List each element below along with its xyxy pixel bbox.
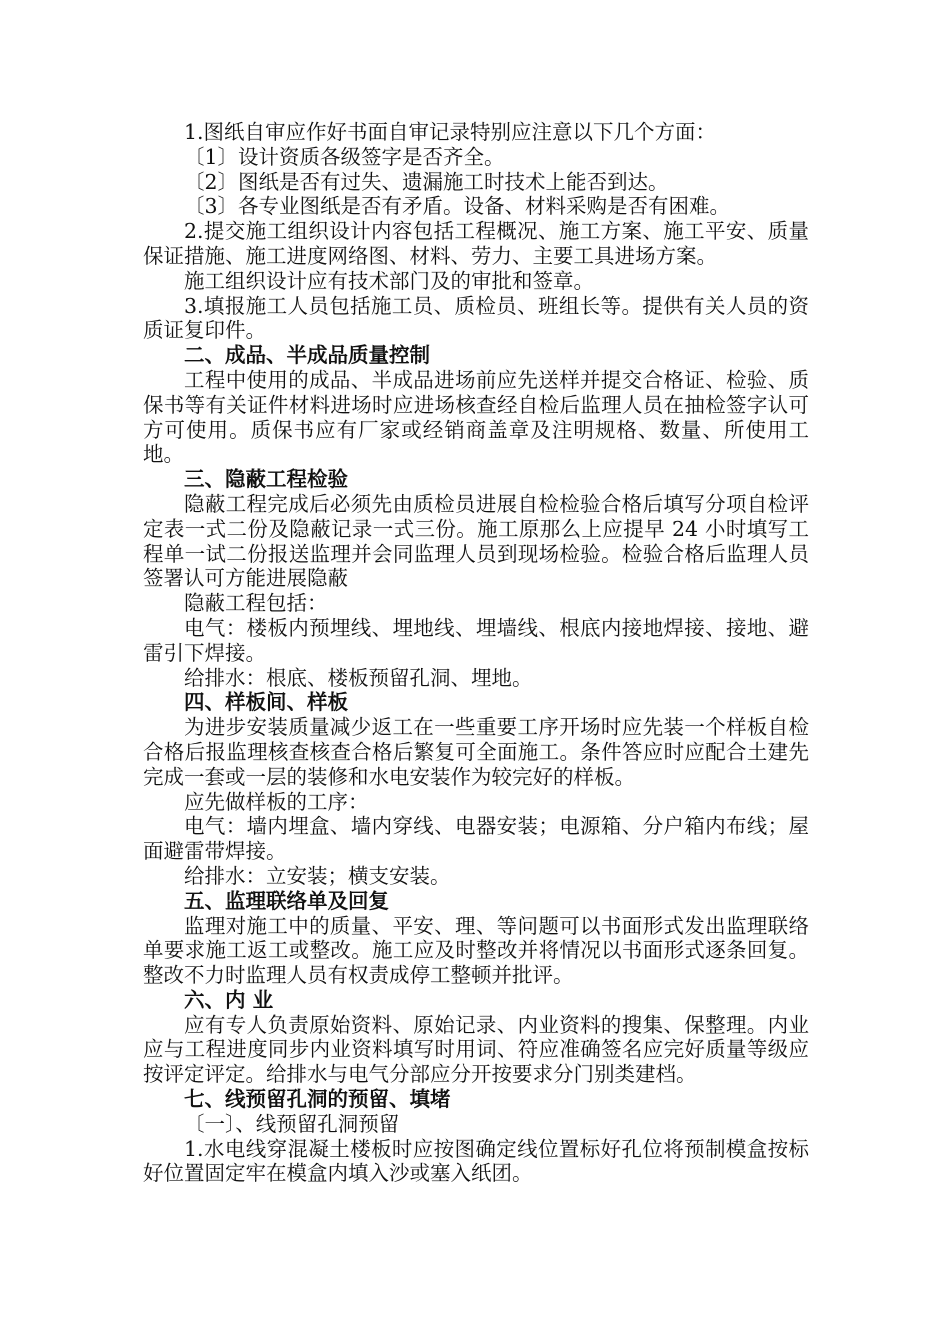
paragraph: 电气：楼板内预埋线、埋地线、埋墙线、根底内接地焊接、接地、避雷引下焊接。 [143,615,809,665]
paragraph: 应有专人负责原始资料、原始记录、内业资料的搜集、保整理。内业应与工程进度同步内业资料填写时用词、符应准确签名应完好质量等级应按评定评定。给排水与电气分部应分开按要求分门别类建档。 [143,1012,809,1087]
paragraph: 隐蔽工程包括： [184,591,328,616]
section-heading: 六、内 业 [184,987,274,1012]
paragraph: 1.图纸自审应作好书面自审记录特别应注意以下几个方面： [184,120,717,144]
paragraph: 工程中使用的成品、半成品进场前应先送样并提交合格证、检验、质保书等有关证件材料进场时应进场核查经自检后监理人员在抽检签字认可方可使用。质保书应有厂家或经销商盖章及注明规格、数量、所使用工地。 [143,367,809,467]
paragraph: 〔3〕各专业图纸是否有矛盾。设备、材料采购是否有困难。 [184,194,731,219]
section-heading: 七、线预留孔洞的预留、填堵 [184,1087,451,1112]
paragraph: 施工组织设计应有技术部门及的审批和签章。 [184,268,594,293]
paragraph: 给排水：根底、楼板预留孔洞、埋地。 [184,665,533,690]
paragraph: 应先做样板的工序： [184,789,369,814]
section-heading: 四、样板间、样板 [184,690,348,715]
paragraph: 隐蔽工程完成后必须先由质检员进展自检检验合格后填写分项自检评定表一式二份及隐蔽记录一式三份。施工原那么上应提早 24 小时填写工程单一试二份报送监理并会同监理人员到现场检验。检验合格后监理人员签署认可方能进展隐蔽 [143,491,809,591]
paragraph: 监理对施工中的质量、平安、理、等问题可以书面形式发出监理联络单要求施工返工或整改。施工应及时整改并将情况以书面形式逐条回复。整改不力时监理人员有权责成停工整顿并批评。 [143,913,809,988]
paragraph: 给排水：立安装；横支安装。 [184,863,451,888]
section-heading: 二、成品、半成品质量控制 [184,343,430,368]
paragraph: 2.提交施工组织设计内容包括工程概况、施工方案、施工平安、质量保证措施、施工进度网络图、材料、劳力、主要工具进场方案。 [143,219,809,268]
paragraph: 〔1〕设计资质各级签字是否齐全。 [184,144,505,169]
paragraph: 3.填报施工人员包括施工员、质检员、班组长等。提供有关人员的资质证复印件。 [143,293,809,343]
paragraph: 电气：墙内埋盒、墙内穿线、电器安装；电源箱、分户箱内布线；屋面避雷带焊接。 [143,814,809,864]
paragraph: 1.水电线穿混凝土楼板时应按图确定线位置标好孔位将预制模盒按标好位置固定牢在模盒内填入沙或塞入纸团。 [143,1136,809,1186]
paragraph: 〔一〕、线预留孔洞预留 [184,1111,400,1136]
section-heading: 三、隐蔽工程检验 [184,467,348,492]
paragraph: 为进步安装质量减少返工在一些重要工序开场时应先装一个样板自检合格后报监理核查核查合格后繁复可全面施工。条件答应时应配合土建先完成一套或一层的装修和水电安装作为较完好的样板。 [143,715,809,789]
section-heading: 五、监理联络单及回复 [184,888,389,913]
document-page [143,120,809,1186]
paragraph: 〔2〕图纸是否有过失、遗漏施工时技术上能否到达。 [184,169,669,194]
